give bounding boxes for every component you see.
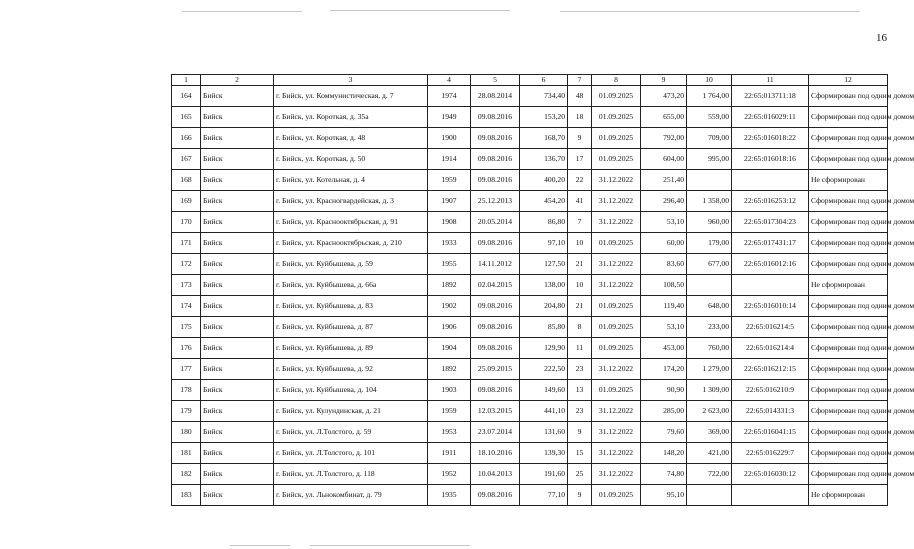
settlement-cell: Бийск xyxy=(201,275,274,296)
residents-cell: 21 xyxy=(568,254,592,275)
area-value-cell: 655,00 xyxy=(641,107,687,128)
settlement-cell: Бийск xyxy=(201,422,274,443)
area-cell: 138,00 xyxy=(520,275,568,296)
land-area-cell xyxy=(687,275,732,296)
cadastral-number-cell: 22:65:016253:12 xyxy=(732,191,809,212)
settlement-cell: Бийск xyxy=(201,485,274,506)
registration-date-cell: 09.08.2016 xyxy=(471,233,520,254)
registration-date-cell: 12.03.2015 xyxy=(471,401,520,422)
area-value-cell: 79,60 xyxy=(641,422,687,443)
land-status-cell: Сформирован под одним домом xyxy=(809,149,888,170)
residents-cell: 48 xyxy=(568,86,592,107)
residents-cell: 9 xyxy=(568,128,592,149)
settlement-cell: Бийск xyxy=(201,107,274,128)
area-value-cell: 174,20 xyxy=(641,359,687,380)
table-row xyxy=(172,233,888,254)
settlement-cell: Бийск xyxy=(201,233,274,254)
row-number-cell: 180 xyxy=(172,422,201,443)
area-value-cell: 90,90 xyxy=(641,380,687,401)
area-value-cell: 83,60 xyxy=(641,254,687,275)
table-row xyxy=(172,380,888,401)
land-area-cell: 648,00 xyxy=(687,296,732,317)
construction-year-cell: 1911 xyxy=(428,443,471,464)
residents-cell: 9 xyxy=(568,422,592,443)
residents-cell: 23 xyxy=(568,401,592,422)
registration-date-cell: 09.08.2016 xyxy=(471,296,520,317)
row-number-cell: 173 xyxy=(172,275,201,296)
scan-mark-top-1 xyxy=(182,11,302,12)
row-number-cell: 175 xyxy=(172,317,201,338)
settlement-cell: Бийск xyxy=(201,212,274,233)
cadastral-number-cell: 22:65:016210:9 xyxy=(732,380,809,401)
land-status-cell: Сформирован под одним домом xyxy=(809,107,888,128)
area-cell: 149,60 xyxy=(520,380,568,401)
address-cell: г. Бийск, ул. Л.Толстого, д. 118 xyxy=(274,464,428,485)
column-number: 2 xyxy=(201,75,274,86)
settlement-cell: Бийск xyxy=(201,149,274,170)
column-number: 7 xyxy=(568,75,592,86)
deadline-date-cell: 31.12.2022 xyxy=(592,170,641,191)
area-value-cell: 296,40 xyxy=(641,191,687,212)
address-cell: г. Бийск, ул. Котельная, д. 4 xyxy=(274,170,428,191)
deadline-date-cell: 01.09.2025 xyxy=(592,107,641,128)
construction-year-cell: 1903 xyxy=(428,380,471,401)
construction-year-cell: 1900 xyxy=(428,128,471,149)
registration-date-cell: 09.08.2016 xyxy=(471,128,520,149)
settlement-cell: Бийск xyxy=(201,401,274,422)
deadline-date-cell: 31.12.2022 xyxy=(592,464,641,485)
table-row xyxy=(172,86,888,107)
row-number-cell: 178 xyxy=(172,380,201,401)
land-status-cell: Сформирован под одним домом xyxy=(809,212,888,233)
scan-mark-bottom-1 xyxy=(230,545,290,546)
land-area-cell: 369,00 xyxy=(687,422,732,443)
residents-cell: 17 xyxy=(568,149,592,170)
land-area-cell: 677,00 xyxy=(687,254,732,275)
land-status-cell: Сформирован под одним домом xyxy=(809,422,888,443)
settlement-cell: Бийск xyxy=(201,191,274,212)
cadastral-number-cell: 22:65:016029:11 xyxy=(732,107,809,128)
table-row xyxy=(172,170,888,191)
cadastral-number-cell: 22:65:016041:15 xyxy=(732,422,809,443)
construction-year-cell: 1974 xyxy=(428,86,471,107)
construction-year-cell: 1907 xyxy=(428,191,471,212)
area-cell: 400,20 xyxy=(520,170,568,191)
column-number-row xyxy=(172,75,888,86)
land-status-cell: Не сформирован xyxy=(809,170,888,191)
deadline-date-cell: 01.09.2025 xyxy=(592,296,641,317)
column-number: 12 xyxy=(809,75,888,86)
deadline-date-cell: 01.09.2025 xyxy=(592,86,641,107)
cadastral-number-cell xyxy=(732,485,809,506)
area-value-cell: 119,40 xyxy=(641,296,687,317)
land-area-cell: 559,00 xyxy=(687,107,732,128)
table-row xyxy=(172,191,888,212)
construction-year-cell: 1933 xyxy=(428,233,471,254)
area-value-cell: 60,00 xyxy=(641,233,687,254)
construction-year-cell: 1952 xyxy=(428,464,471,485)
row-number-cell: 171 xyxy=(172,233,201,254)
registry-body xyxy=(172,86,914,506)
row-number-cell: 182 xyxy=(172,464,201,485)
registration-date-cell: 09.08.2016 xyxy=(471,338,520,359)
land-area-cell: 421,00 xyxy=(687,443,732,464)
registration-date-cell: 18.10.2016 xyxy=(471,443,520,464)
row-number-cell: 168 xyxy=(172,170,201,191)
column-number: 9 xyxy=(641,75,687,86)
land-area-cell xyxy=(687,485,732,506)
cadastral-number-cell: 22:65:016018:16 xyxy=(732,149,809,170)
settlement-cell: Бийск xyxy=(201,443,274,464)
address-cell: г. Бийск, ул. Короткая, д. 35а xyxy=(274,107,428,128)
settlement-cell: Бийск xyxy=(201,380,274,401)
residents-cell: 22 xyxy=(568,170,592,191)
row-number-cell: 183 xyxy=(172,485,201,506)
registration-date-cell: 09.08.2016 xyxy=(471,380,520,401)
scan-mark-top-2 xyxy=(330,10,510,11)
registration-date-cell: 09.08.2016 xyxy=(471,107,520,128)
cadastral-number-cell: 22:65:016010:14 xyxy=(732,296,809,317)
land-status-cell: Сформирован под одним домом xyxy=(809,359,888,380)
land-area-cell: 1 764,00 xyxy=(687,86,732,107)
row-number-cell: 179 xyxy=(172,401,201,422)
address-cell: г. Бийск, ул. Куйбышева, д. 92 xyxy=(274,359,428,380)
construction-year-cell: 1892 xyxy=(428,359,471,380)
construction-year-cell: 1902 xyxy=(428,296,471,317)
table-row xyxy=(172,128,888,149)
row-number-cell: 167 xyxy=(172,149,201,170)
address-cell: г. Бийск, ул. Куйбышева, д. 89 xyxy=(274,338,428,359)
settlement-cell: Бийск xyxy=(201,338,274,359)
area-cell: 222,50 xyxy=(520,359,568,380)
residents-cell: 8 xyxy=(568,317,592,338)
address-cell: г. Бийск, ул. Краснооктябрьская, д. 91 xyxy=(274,212,428,233)
column-number: 8 xyxy=(592,75,641,86)
area-value-cell: 95,10 xyxy=(641,485,687,506)
settlement-cell: Бийск xyxy=(201,464,274,485)
land-area-cell xyxy=(687,170,732,191)
registration-date-cell: 28.08.2014 xyxy=(471,86,520,107)
address-cell: г. Бийск, ул. Куйбышева, д. 83 xyxy=(274,296,428,317)
page-number: 16 xyxy=(876,32,887,44)
registration-date-cell: 09.08.2016 xyxy=(471,149,520,170)
address-cell: г. Бийск, ул. Коммунистическая, д. 7 xyxy=(274,86,428,107)
table-row xyxy=(172,443,888,464)
area-cell: 97,10 xyxy=(520,233,568,254)
land-area-cell: 233,00 xyxy=(687,317,732,338)
land-area-cell: 722,00 xyxy=(687,464,732,485)
settlement-cell: Бийск xyxy=(201,254,274,275)
residents-cell: 21 xyxy=(568,296,592,317)
construction-year-cell: 1959 xyxy=(428,401,471,422)
table-row xyxy=(172,254,888,275)
registration-date-cell: 02.04.2015 xyxy=(471,275,520,296)
area-cell: 441,10 xyxy=(520,401,568,422)
row-number-cell: 176 xyxy=(172,338,201,359)
row-number-cell: 170 xyxy=(172,212,201,233)
cadastral-number-cell: 22:65:016030:12 xyxy=(732,464,809,485)
row-number-cell: 177 xyxy=(172,359,201,380)
land-status-cell: Сформирован под одним домом xyxy=(809,464,888,485)
construction-year-cell: 1914 xyxy=(428,149,471,170)
column-number: 5 xyxy=(471,75,520,86)
construction-year-cell: 1892 xyxy=(428,275,471,296)
address-cell: г. Бийск, ул. Л.Толстого, д. 59 xyxy=(274,422,428,443)
row-number-cell: 166 xyxy=(172,128,201,149)
registration-date-cell: 20.05.2014 xyxy=(471,212,520,233)
cadastral-number-cell xyxy=(732,170,809,191)
row-number-cell: 165 xyxy=(172,107,201,128)
area-cell: 734,40 xyxy=(520,86,568,107)
deadline-date-cell: 01.09.2025 xyxy=(592,128,641,149)
registration-date-cell: 09.08.2016 xyxy=(471,170,520,191)
address-cell: г. Бийск, ул. Красногвардейская, д. 3 xyxy=(274,191,428,212)
settlement-cell: Бийск xyxy=(201,359,274,380)
residents-cell: 10 xyxy=(568,275,592,296)
deadline-date-cell: 31.12.2022 xyxy=(592,443,641,464)
land-area-cell: 2 623,00 xyxy=(687,401,732,422)
deadline-date-cell: 01.09.2025 xyxy=(592,338,641,359)
address-cell: г. Бийск, ул. Л.Толстого, д. 101 xyxy=(274,443,428,464)
table-row xyxy=(172,464,888,485)
land-status-cell: Сформирован под одним домом xyxy=(809,254,888,275)
cadastral-number-cell: 22:65:016012:16 xyxy=(732,254,809,275)
area-cell: 204,80 xyxy=(520,296,568,317)
column-number: 1 xyxy=(172,75,201,86)
area-cell: 131,60 xyxy=(520,422,568,443)
land-status-cell: Сформирован под одним домом xyxy=(809,86,888,107)
residents-cell: 11 xyxy=(568,338,592,359)
residents-cell: 9 xyxy=(568,485,592,506)
land-area-cell: 995,00 xyxy=(687,149,732,170)
deadline-date-cell: 31.12.2022 xyxy=(592,254,641,275)
address-cell: г. Бийск, ул. Кулундинская, д. 21 xyxy=(274,401,428,422)
row-number-cell: 164 xyxy=(172,86,201,107)
cadastral-number-cell: 22:65:016214:4 xyxy=(732,338,809,359)
table-row xyxy=(172,485,888,506)
area-cell: 168,70 xyxy=(520,128,568,149)
land-area-cell: 960,00 xyxy=(687,212,732,233)
land-area-cell: 179,00 xyxy=(687,233,732,254)
address-cell: г. Бийск, ул. Куйбышева, д. 59 xyxy=(274,254,428,275)
construction-year-cell: 1904 xyxy=(428,338,471,359)
residents-cell: 23 xyxy=(568,359,592,380)
deadline-date-cell: 31.12.2022 xyxy=(592,422,641,443)
cadastral-number-cell: 22:65:014331:3 xyxy=(732,401,809,422)
settlement-cell: Бийск xyxy=(201,128,274,149)
land-area-cell: 1 279,00 xyxy=(687,359,732,380)
land-status-cell: Не сформирован xyxy=(809,485,888,506)
table-row xyxy=(172,296,888,317)
area-cell: 127,50 xyxy=(520,254,568,275)
deadline-date-cell: 31.12.2022 xyxy=(592,401,641,422)
area-value-cell: 792,00 xyxy=(641,128,687,149)
registration-date-cell: 25.09.2015 xyxy=(471,359,520,380)
construction-year-cell: 1959 xyxy=(428,170,471,191)
cadastral-number-cell: 22:65:017431:17 xyxy=(732,233,809,254)
area-value-cell: 108,50 xyxy=(641,275,687,296)
land-status-cell: Сформирован под одним домом xyxy=(809,233,888,254)
area-cell: 86,80 xyxy=(520,212,568,233)
deadline-date-cell: 01.09.2025 xyxy=(592,149,641,170)
registration-date-cell: 09.08.2016 xyxy=(471,317,520,338)
address-cell: г. Бийск, ул. Куйбышева, д. 66а xyxy=(274,275,428,296)
residents-cell: 25 xyxy=(568,464,592,485)
settlement-cell: Бийск xyxy=(201,86,274,107)
land-status-cell: Не сформирован xyxy=(809,275,888,296)
row-number-cell: 169 xyxy=(172,191,201,212)
land-status-cell: Сформирован под одним домом xyxy=(809,443,888,464)
settlement-cell: Бийск xyxy=(201,296,274,317)
deadline-date-cell: 31.12.2022 xyxy=(592,275,641,296)
address-cell: г. Бийск, ул. Краснооктябрьская, д. 210 xyxy=(274,233,428,254)
area-cell: 77,10 xyxy=(520,485,568,506)
column-number: 3 xyxy=(274,75,428,86)
area-cell: 129,90 xyxy=(520,338,568,359)
address-cell: г. Бийск, ул. Куйбышева, д. 104 xyxy=(274,380,428,401)
area-cell: 85,80 xyxy=(520,317,568,338)
cadastral-number-cell: 22:65:016229:7 xyxy=(732,443,809,464)
construction-year-cell: 1955 xyxy=(428,254,471,275)
address-cell: г. Бийск, ул. Куйбышева, д. 87 xyxy=(274,317,428,338)
address-cell: г. Бийск, ул. Льнокомбинат, д. 79 xyxy=(274,485,428,506)
residents-cell: 13 xyxy=(568,380,592,401)
deadline-date-cell: 31.12.2022 xyxy=(592,212,641,233)
deadline-date-cell: 31.12.2022 xyxy=(592,359,641,380)
cadastral-number-cell: 22:65:016018:22 xyxy=(732,128,809,149)
housing-registry-table xyxy=(171,74,914,506)
land-status-cell: Сформирован под одним домом xyxy=(809,317,888,338)
land-status-cell: Сформирован под одним домом xyxy=(809,401,888,422)
area-value-cell: 285,00 xyxy=(641,401,687,422)
table-row xyxy=(172,338,888,359)
land-area-cell: 1 309,00 xyxy=(687,380,732,401)
area-value-cell: 74,80 xyxy=(641,464,687,485)
settlement-cell: Бийск xyxy=(201,317,274,338)
registration-date-cell: 09.08.2016 xyxy=(471,485,520,506)
registration-date-cell: 23.07.2014 xyxy=(471,422,520,443)
construction-year-cell: 1908 xyxy=(428,212,471,233)
table-row xyxy=(172,212,888,233)
deadline-date-cell: 01.09.2025 xyxy=(592,380,641,401)
residents-cell: 10 xyxy=(568,233,592,254)
area-value-cell: 251,40 xyxy=(641,170,687,191)
column-number: 10 xyxy=(687,75,732,86)
table-row xyxy=(172,317,888,338)
column-number: 4 xyxy=(428,75,471,86)
area-value-cell: 453,00 xyxy=(641,338,687,359)
column-number: 11 xyxy=(732,75,809,86)
cadastral-number-cell: 22:65:016212:15 xyxy=(732,359,809,380)
table-row xyxy=(172,107,888,128)
land-area-cell: 1 358,00 xyxy=(687,191,732,212)
area-value-cell: 53,10 xyxy=(641,212,687,233)
registration-date-cell: 10.04.2013 xyxy=(471,464,520,485)
area-cell: 191,60 xyxy=(520,464,568,485)
residents-cell: 18 xyxy=(568,107,592,128)
area-cell: 153,20 xyxy=(520,107,568,128)
land-area-cell: 709,00 xyxy=(687,128,732,149)
land-area-cell: 760,00 xyxy=(687,338,732,359)
construction-year-cell: 1906 xyxy=(428,317,471,338)
area-value-cell: 53,10 xyxy=(641,317,687,338)
deadline-date-cell: 01.09.2025 xyxy=(592,233,641,254)
land-status-cell: Сформирован под одним домом xyxy=(809,128,888,149)
deadline-date-cell: 31.12.2022 xyxy=(592,191,641,212)
deadline-date-cell: 01.09.2025 xyxy=(592,485,641,506)
column-number: 6 xyxy=(520,75,568,86)
land-status-cell: Сформирован под одним домом xyxy=(809,296,888,317)
address-cell: г. Бийск, ул. Короткая, д. 48 xyxy=(274,128,428,149)
residents-cell: 7 xyxy=(568,212,592,233)
registration-date-cell: 14.11.2012 xyxy=(471,254,520,275)
cadastral-number-cell xyxy=(732,275,809,296)
table-row xyxy=(172,149,888,170)
residents-cell: 41 xyxy=(568,191,592,212)
table-row xyxy=(172,275,888,296)
cadastral-number-cell: 22:65:017304:23 xyxy=(732,212,809,233)
table-row xyxy=(172,401,888,422)
construction-year-cell: 1935 xyxy=(428,485,471,506)
area-value-cell: 148,20 xyxy=(641,443,687,464)
area-value-cell: 604,00 xyxy=(641,149,687,170)
row-number-cell: 181 xyxy=(172,443,201,464)
row-number-cell: 174 xyxy=(172,296,201,317)
scan-mark-top-3 xyxy=(560,11,860,12)
area-cell: 139,30 xyxy=(520,443,568,464)
cadastral-number-cell: 22:65:013711:18 xyxy=(732,86,809,107)
cadastral-number-cell: 22:65:016214:5 xyxy=(732,317,809,338)
area-cell: 136,70 xyxy=(520,149,568,170)
land-status-cell: Сформирован под одним домом xyxy=(809,191,888,212)
residents-cell: 15 xyxy=(568,443,592,464)
construction-year-cell: 1953 xyxy=(428,422,471,443)
land-status-cell: Сформирован под одним домом xyxy=(809,338,888,359)
settlement-cell: Бийск xyxy=(201,170,274,191)
table-row xyxy=(172,359,888,380)
area-cell: 454,20 xyxy=(520,191,568,212)
construction-year-cell: 1949 xyxy=(428,107,471,128)
area-value-cell: 473,20 xyxy=(641,86,687,107)
scan-mark-bottom-2 xyxy=(310,545,470,546)
land-status-cell: Сформирован под одним домом xyxy=(809,380,888,401)
address-cell: г. Бийск, ул. Короткая, д. 50 xyxy=(274,149,428,170)
row-number-cell: 172 xyxy=(172,254,201,275)
deadline-date-cell: 01.09.2025 xyxy=(592,317,641,338)
table-row xyxy=(172,422,888,443)
registration-date-cell: 25.12.2013 xyxy=(471,191,520,212)
